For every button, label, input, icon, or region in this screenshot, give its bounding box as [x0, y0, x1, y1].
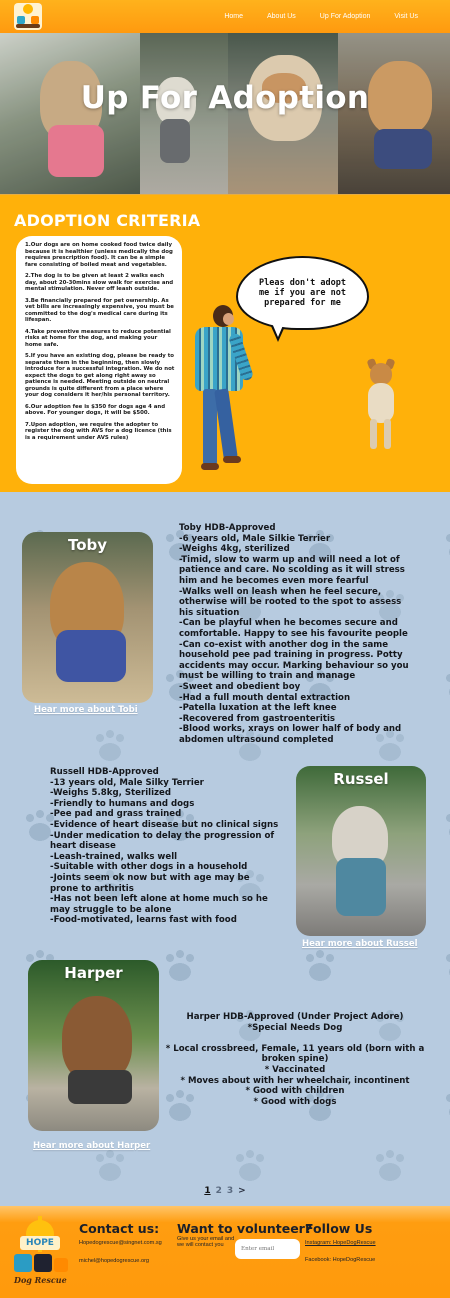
dog-card-photo-russel[interactable] — [296, 766, 426, 936]
desc-line: -Can co-exist with another dog in the same household pee pad training in progress. Potty accidents may occur. Marking behaviour so you must be willing to train and manage — [179, 639, 409, 682]
desc-line: -Patella luxation at the left knee — [179, 703, 337, 714]
logo-dog-rescue-word: Dog Rescue — [14, 1275, 67, 1285]
paw-tile-icon — [14, 1254, 32, 1272]
dog-card-photo-toby[interactable] — [22, 532, 153, 703]
page-3-link[interactable]: 3 — [226, 1186, 234, 1196]
nav-visit-us[interactable]: Visit Us — [394, 13, 418, 20]
desc-line: * Good with dogs — [253, 1096, 337, 1107]
begging-dog-illustration — [358, 363, 402, 451]
desc-line: -Weighs 5.8kg, Sterilized — [50, 788, 172, 799]
desc-line: Toby HDB-Approved — [179, 523, 276, 533]
desc-line — [164, 1033, 426, 1044]
hear-more-link-russel[interactable]: Hear more about Russel — [302, 939, 418, 949]
hope-dog-rescue-logo-large — [8, 1220, 72, 1292]
desc-line: -13 years old, Male Silky Terrier — [50, 777, 204, 788]
hope-dog-rescue-logo[interactable] — [14, 3, 42, 30]
dog-name: Toby — [67, 536, 108, 554]
follow-heading: Follow Us — [305, 1221, 373, 1236]
page-1-link[interactable]: 1 — [204, 1186, 211, 1196]
desc-line: Harper HDB-Approved (Under Project Adore) — [186, 1012, 404, 1022]
dog-tile-icon — [34, 1254, 52, 1272]
heart-tile-icon — [54, 1258, 68, 1272]
desc-line: -Food-motivated, learns fast with food — [50, 915, 237, 926]
nav-about-us[interactable]: About Us — [267, 13, 296, 20]
desc-line: * Local crossbreed, Female, 11 years old (born with a broken spine) — [165, 1043, 425, 1065]
paw-tile-icon — [17, 16, 25, 24]
desc-line: -Had a full mouth dental extraction — [179, 692, 351, 703]
criteria-item: 1.Our dogs are on home cooked food twice daily because it is healthier (unless medically the dog requires prescription food). It can be a simple fare consisting of boiled meat and vegetables. — [25, 242, 173, 268]
criteria-list — [16, 236, 182, 484]
dog-harness — [336, 858, 386, 916]
contact-heading: Contact us: — [79, 1221, 160, 1236]
criteria-item: 5.If you have an existing dog, please be ready to separate them in the beginning, then slowly introduce for a successful integration. We do not expect the dogs to get along right away so patience is needed. Meeting outside on neutral grounds is quite different from a place where your dog considers it her/his personal territory. — [25, 353, 175, 398]
criteria-item: 6.Our adoption fee is $350 for dogs age 4 and above. For younger dogs, it will be $500. — [25, 403, 166, 416]
dog-description-russel — [50, 767, 280, 926]
desc-line: -Suitable with other dogs in a household — [50, 862, 248, 873]
desc-line: -Evidence of heart disease but no clinical signs — [50, 819, 279, 830]
person-illustration — [187, 305, 267, 477]
hear-more-link-toby[interactable]: Hear more about Tobi — [34, 705, 138, 715]
desc-line: -Pee pad and grass trained — [50, 809, 182, 820]
desc-line: -Leash-trained, walks well — [50, 851, 178, 862]
criteria-item: 3.Be financially prepared for pet ownership. As vet bills are increasingly expensive, you must be committed to the dog's medical care during its lifespan. — [25, 297, 174, 323]
desc-line: Russell HDB-Approved — [50, 767, 159, 777]
next-page-chevron-icon[interactable]: > — [238, 1186, 246, 1196]
desc-line: -Under medication to delay the progression of heart disease — [50, 830, 275, 852]
desc-line: -Has not been left alone at home much so he may struggle to be alone — [50, 894, 268, 915]
nav-up-for-adoption[interactable]: Up For Adoption — [319, 13, 371, 20]
hear-more-link-harper[interactable]: Hear more about Harper — [33, 1141, 151, 1151]
dog-description-toby — [179, 523, 414, 745]
heart-tile-icon — [31, 16, 39, 24]
email-input[interactable] — [235, 1239, 300, 1259]
volunteer-text: Give us your email and we will contact you — [177, 1236, 235, 1249]
dog-name: Harper — [64, 964, 123, 982]
desc-line: -Timid, slow to warm up and will need a lot of patience and care. No scolding as it will stress him and he becomes even more fearful — [179, 554, 405, 586]
desc-line: -6 years old, Male Silkie Terrier — [179, 533, 331, 544]
desc-line: * Moves about with her wheelchair, incontinent — [180, 1075, 410, 1086]
main-nav — [224, 0, 418, 33]
contact-email[interactable]: Hopedogrescue@singnet.com.sg — [79, 1240, 162, 1246]
criteria-heading: ADOPTION CRITERIA — [14, 211, 201, 230]
sun-icon — [23, 4, 33, 14]
dog-wheelchair — [68, 1070, 132, 1104]
dog-name: Russel — [333, 770, 389, 788]
site-header — [0, 0, 450, 33]
criteria-item: 7.Upon adoption, we require the adopter to register the dog with AVS for a dog licence (this is a requirement under AVS rules) — [25, 421, 172, 441]
page-title: Up For Adoption — [80, 80, 370, 116]
desc-line: -Joints seem ok now but with age may be prone to arthritis — [50, 872, 250, 894]
desc-line: -Weighs 4kg, sterilized — [179, 544, 290, 555]
pagination — [0, 1186, 450, 1196]
site-footer — [0, 1206, 450, 1298]
criteria-item: 4.Take preventive measures to reduce potential risks at home for the dog, and making your home safe. — [25, 328, 171, 348]
desc-line: -Can be playful when he becomes secure and comfortable. Happy to see his favourite people — [179, 618, 408, 639]
nav-home[interactable]: Home — [224, 13, 243, 20]
facebook-link[interactable]: Facebook: HopeDogRescue — [305, 1257, 376, 1263]
page-2-link[interactable]: 2 — [215, 1186, 222, 1196]
desc-line: -Walks well on leash when he feel secure, otherwise will be rooted to the spot to assess his situation — [179, 586, 402, 618]
logo-wordmark — [16, 24, 40, 28]
contact-email-2[interactable]: michel@hopedogrescue.org — [79, 1258, 150, 1264]
desc-line: *Special Needs Dog — [247, 1022, 343, 1033]
volunteer-heading: Want to volunteer? — [177, 1221, 313, 1236]
logo-hope-word: HOPE — [20, 1236, 60, 1250]
desc-line: -Recovered from gastroenteritis — [179, 713, 336, 724]
desc-line: * Good with children — [245, 1086, 345, 1097]
dog-description-harper — [164, 1012, 426, 1107]
instagram-link[interactable]: Instagram: HopeDogRescue — [305, 1240, 376, 1246]
desc-line: -Sweet and obedient boy — [179, 681, 301, 692]
desc-line: -Blood works, xrays on lower half of body and abdomen ultrasound completed — [179, 724, 402, 745]
dog-harness — [56, 630, 126, 682]
criteria-item: 2.The dog is to be given at least 2 walks each day, about 20-30mins slow walk for exercise and mental stimulation. Never off leash outside. — [25, 273, 174, 292]
desc-line: -Friendly to humans and dogs — [50, 798, 195, 809]
dog-card-photo-harper[interactable] — [28, 960, 159, 1131]
speech-bubble-text: Pleas don't adopt me if you are not prepared for me — [259, 278, 346, 308]
desc-line: * Vaccinated — [264, 1064, 326, 1075]
